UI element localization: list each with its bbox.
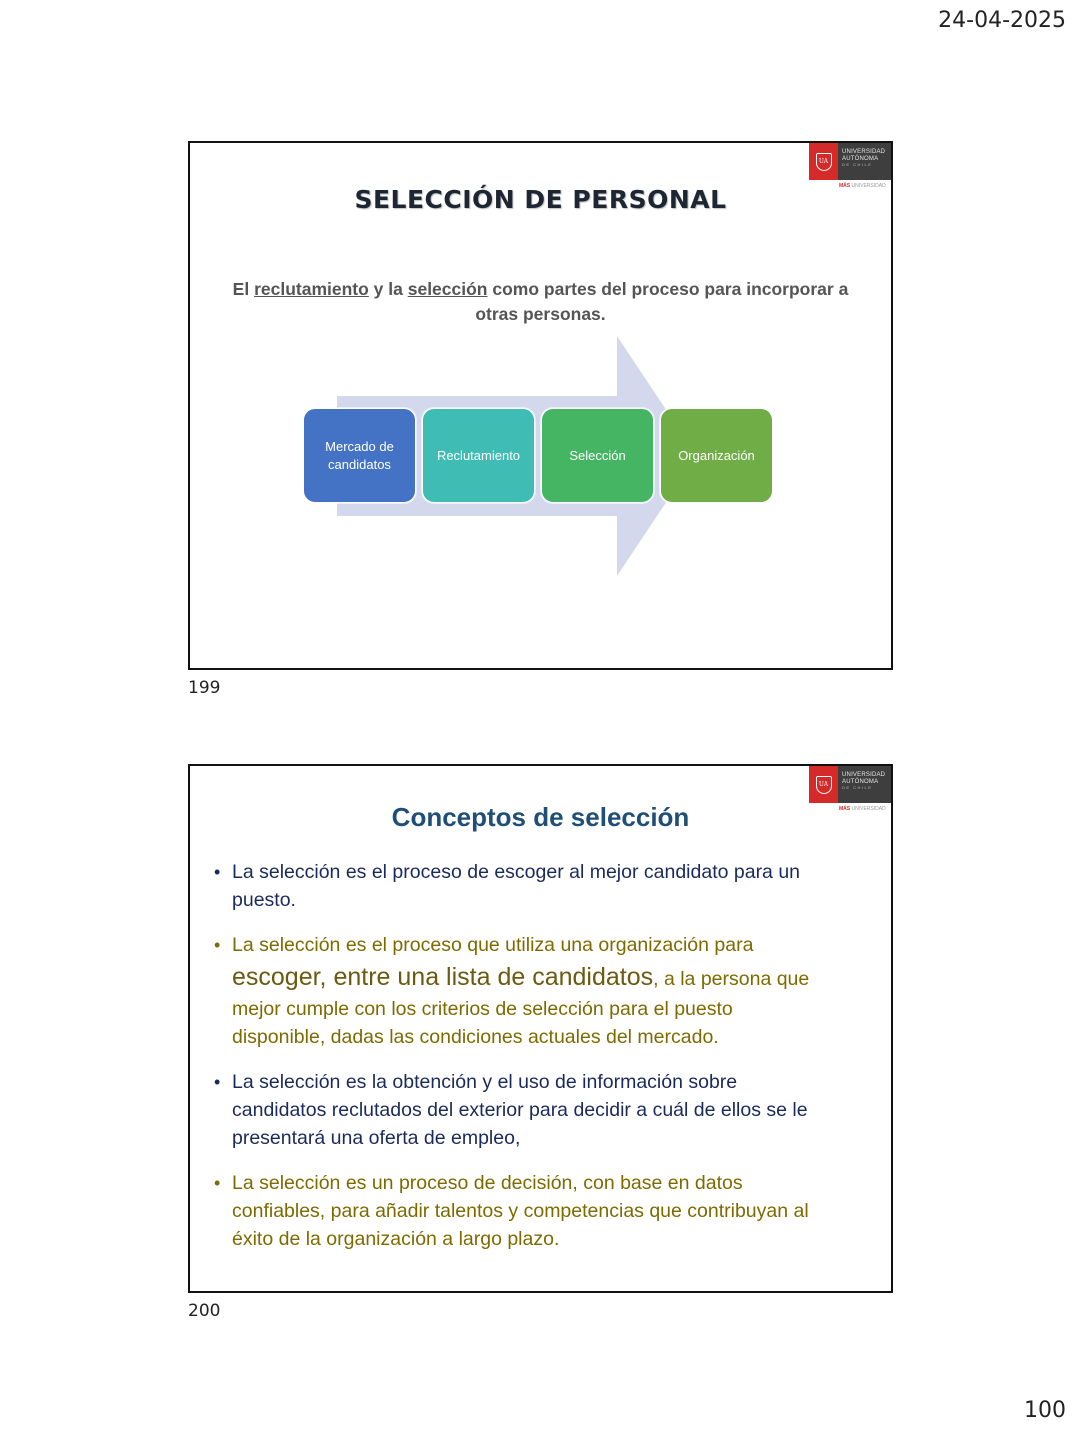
slide-199 [188,141,893,670]
slide-number: 199 [188,678,221,698]
step-organizacion: Organización [660,408,773,503]
shield-icon: UA [816,776,832,794]
list-item: • La selección es el proceso que utiliza una organización para escoger, entre una lista de candidatos, a la persona que mejor cumple con los criterios de selección para el puesto disponible, dadas las condiciones actuales del mercado. [214,931,824,1051]
list-item: • La selección es el proceso de escoger al mejor candidato para un puesto. [214,858,824,914]
list-item: • La selección es un proceso de decisión, con base en datos confiables, para añadir talentos y competencias que contribuyan al éxito de la organización a largo plazo. [214,1169,824,1253]
shield-icon: UA [816,153,832,171]
page-number: 100 [1024,1398,1066,1423]
step-mercado: Mercado de candidatos [303,408,416,503]
step-reclutamiento: Reclutamiento [422,408,535,503]
step-seleccion: Selección [541,408,654,503]
slide-title: SELECCIÓN DE PERSONAL [354,185,727,214]
university-logo: UA UNIVERSIDAD AUTÓNOMA DE CHILE MÁS UNIVERSIDAD [809,766,891,814]
bullet-list [214,858,824,1270]
slide-title: Conceptos de selección [391,802,690,832]
emphasis-text: escoger, entre una lista de candidatos [232,963,654,991]
list-item: • La selección es la obtención y el uso de información sobre candidatos reclutados del exterior para decidir a cuál de ellos se le presentará una oferta de empleo, [214,1068,824,1152]
slide-number: 200 [188,1301,221,1321]
header-date: 24-04-2025 [938,8,1066,33]
slide-subtitle: El reclutamiento y la selección como partes del proceso para incorporar a otras personas. [232,279,849,324]
slide-200 [188,764,893,1293]
process-steps [303,408,773,503]
university-logo: UA UNIVERSIDAD AUTÓNOMA DE CHILE MÁS UNIVERSIDAD [809,143,891,191]
